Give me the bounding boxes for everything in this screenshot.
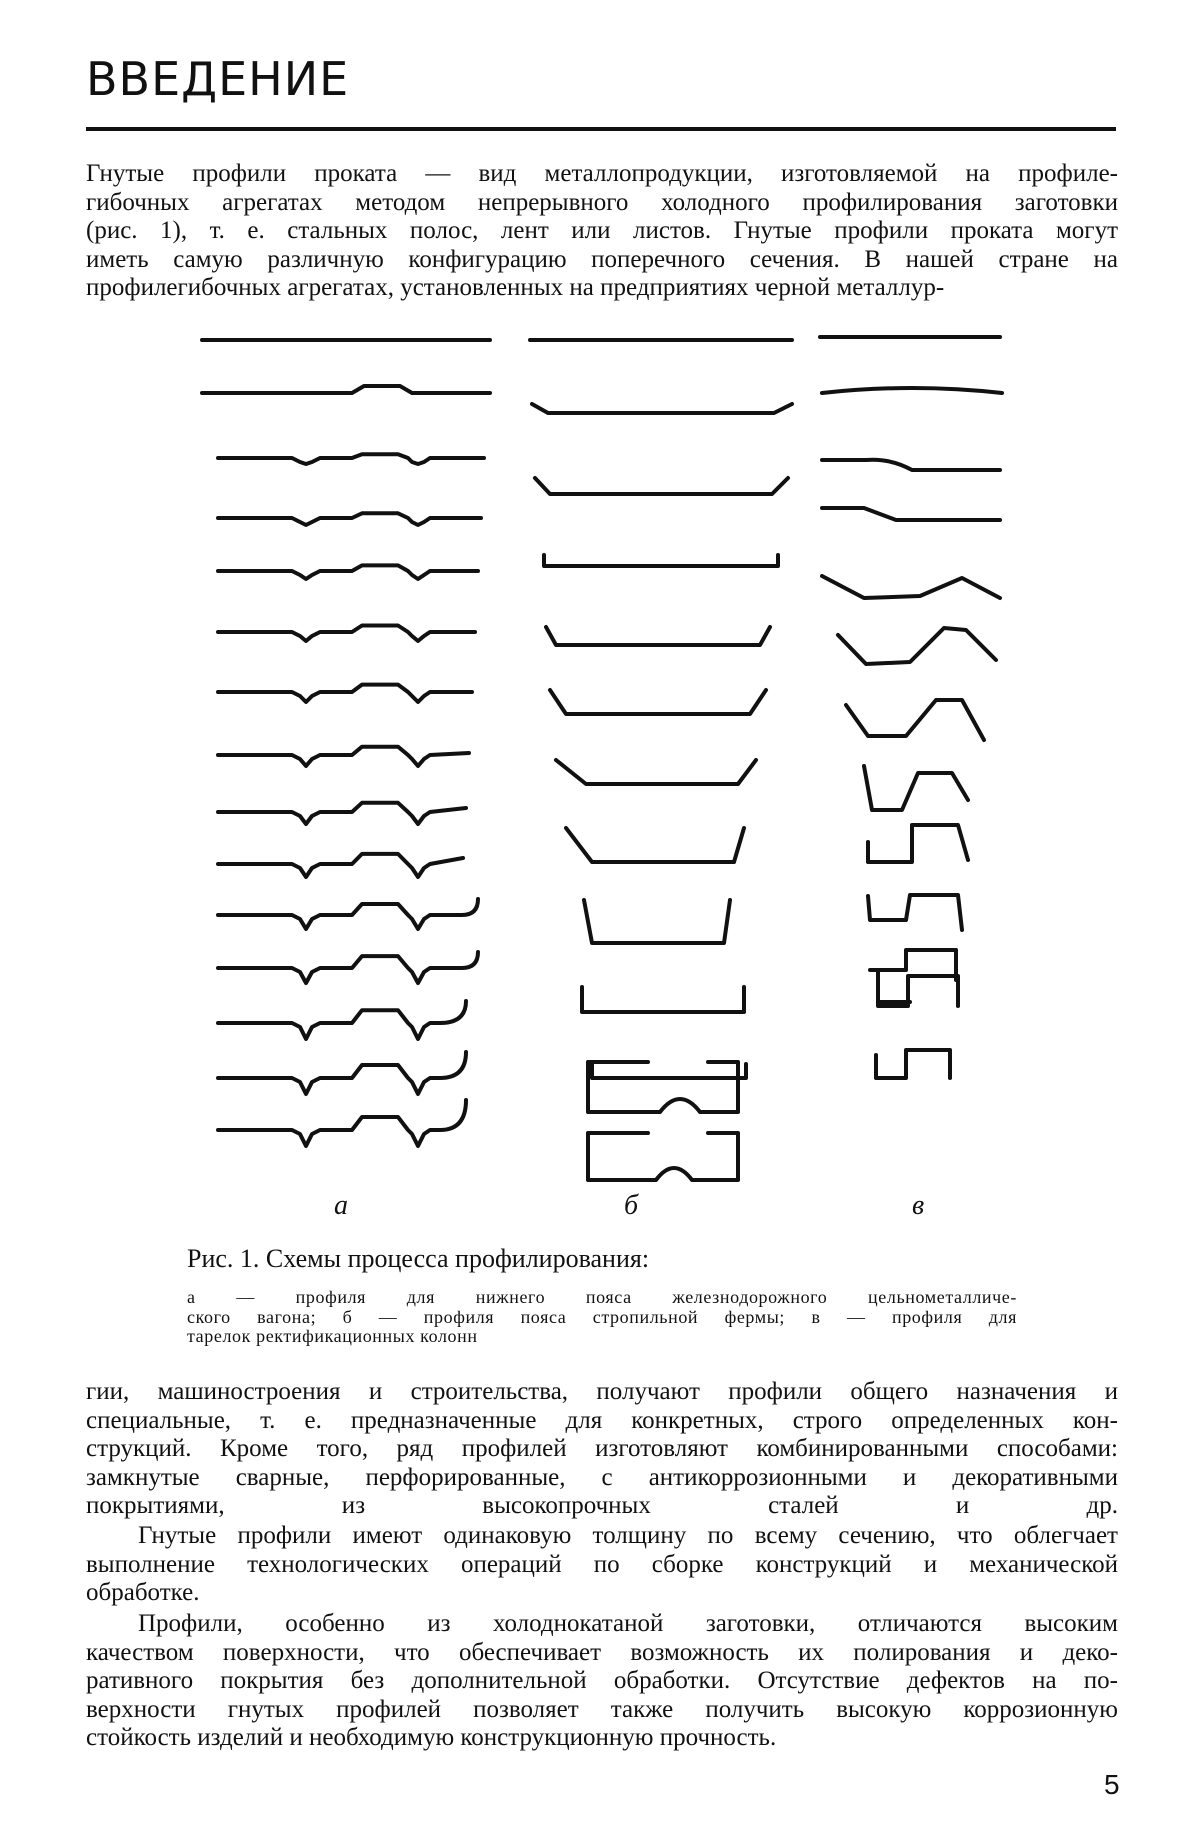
text-line: верхности гнутых профилей позволяет также получить высокую коррозионную xyxy=(86,1695,1118,1723)
text-line: Гнутые профили имеют одинаковую толщину по всему сечению, что облегчает xyxy=(138,1522,1118,1549)
body-paragraph-1 xyxy=(86,1378,1118,1521)
profile-stage-a-14 xyxy=(218,1052,466,1094)
profile-stage-c-4 xyxy=(822,508,1000,520)
figure-label-c: в xyxy=(912,1190,925,1221)
profile-stage-c-7 xyxy=(846,700,984,740)
body-paragraph-2 xyxy=(86,1522,1118,1608)
profile-column-b xyxy=(530,340,792,1180)
profile-stage-a-11 xyxy=(218,899,478,929)
profile-stage-b-8 xyxy=(566,828,744,862)
profile-stage-b-4 xyxy=(544,555,778,566)
profile-stage-c-5 xyxy=(822,576,1000,598)
profile-stage-c-13 xyxy=(878,975,910,1002)
profile-stage-a-8 xyxy=(218,747,469,766)
body-paragraph-3 xyxy=(86,1610,1118,1753)
profile-stage-c-10 xyxy=(868,895,962,930)
profile-stage-b-10 xyxy=(582,987,744,1012)
text-line: гибочных агрегатах методом непрерывного холодного профилирования заготовки xyxy=(86,188,1118,216)
profile-stage-b-7 xyxy=(556,760,756,784)
text-line: Профили, особенно из холоднокатаной заготовки, отличаются высоким xyxy=(138,1610,1118,1637)
profile-stage-a-10 xyxy=(218,854,463,877)
profile-stage-b-6 xyxy=(550,690,766,714)
profile-stage-c-9 xyxy=(868,825,968,862)
caption-line: ского вагона; б — профиля пояса стропильной фермы; в — профиля для xyxy=(187,1306,1017,1327)
text-line: (рис. 1), т. е. стальных полос, лент или листов. Гнутые профили проката могут xyxy=(86,217,1118,245)
text-line: профилегибочных агрегатах, установленных на предприятиях черной металлур- xyxy=(86,274,945,302)
figure-label-a: а xyxy=(334,1190,348,1221)
profile-column-c xyxy=(820,337,1002,1078)
text-line: Гнутые профили проката — вид металлопродукции, изготовляемой на профиле- xyxy=(86,160,1118,187)
text-line: замкнутые сварные, перфорированные, с антикоррозионными и декоративными xyxy=(86,1463,1118,1491)
profile-stage-c-6 xyxy=(838,628,996,664)
profile-stage-c-14 xyxy=(876,1050,950,1078)
profile-stage-b-13 xyxy=(588,1133,738,1180)
profile-stage-c-2 xyxy=(822,388,1002,393)
profile-stage-b-5 xyxy=(546,627,770,645)
text-line: стойкость изделий и необходимую конструкционную прочность. xyxy=(86,1724,777,1752)
profile-stage-b-12 xyxy=(588,1062,738,1112)
profile-stage-a-3 xyxy=(218,454,484,464)
text-line: обработке. xyxy=(86,1579,200,1607)
page-title: ВВЕДЕНИЕ xyxy=(86,52,350,106)
figure-caption-note xyxy=(187,1288,1017,1347)
text-line: иметь самую различную конфигурацию поперечного сечения. В нашей стране на xyxy=(86,245,1118,273)
profile-stage-b-9 xyxy=(584,900,730,943)
caption-line: а — профиля для нижнего пояса железнодорожного цельнометалличе- xyxy=(187,1287,1017,1307)
figure-caption-title: Рис. 1. Схемы процесса профилирования: xyxy=(187,1244,650,1273)
figure-label-b: б xyxy=(624,1190,639,1221)
profile-stage-a-2 xyxy=(202,386,490,393)
text-line: ративного покрытия без дополнительной обработки. Отсутствие дефектов на по- xyxy=(86,1667,1118,1695)
profile-stage-a-4 xyxy=(218,513,481,525)
profile-stage-a-12 xyxy=(218,952,478,983)
profile-stage-a-5 xyxy=(218,565,478,579)
caption-line: тарелок ректификационных колонн xyxy=(187,1326,478,1346)
profile-stage-b-11 xyxy=(592,1064,746,1078)
profile-stage-c-8 xyxy=(864,766,968,810)
profile-stage-b-3 xyxy=(535,478,788,494)
profile-stage-b-2 xyxy=(532,404,792,413)
text-line: выполнение технологических операций по сборке конструкций и механической xyxy=(86,1550,1118,1578)
profile-stage-a-9 xyxy=(218,803,466,824)
profile-stage-c-3 xyxy=(822,460,1000,470)
text-line: специальные, т. е. предназначенные для конкретных, строго определенных кон- xyxy=(86,1406,1118,1434)
profile-stage-a-7 xyxy=(218,685,472,702)
text-line: покрытиями, из высокопрочных сталей и др. xyxy=(86,1492,1118,1520)
text-line: качеством поверхности, что обеспечивает возможность их полирования и деко- xyxy=(86,1638,1118,1666)
text-line: гии, машиностроения и строительства, получают профили общего назначения и xyxy=(86,1378,1118,1405)
profile-stage-a-6 xyxy=(218,626,475,642)
profile-stage-a-13 xyxy=(218,1001,466,1039)
text-line: струкций. Кроме того, ряд профилей изготовляют комбинированными способами: xyxy=(86,1435,1118,1463)
page-number: 5 xyxy=(1104,1769,1120,1800)
profile-column-a xyxy=(202,340,490,1146)
profile-stage-a-15 xyxy=(218,1100,466,1146)
